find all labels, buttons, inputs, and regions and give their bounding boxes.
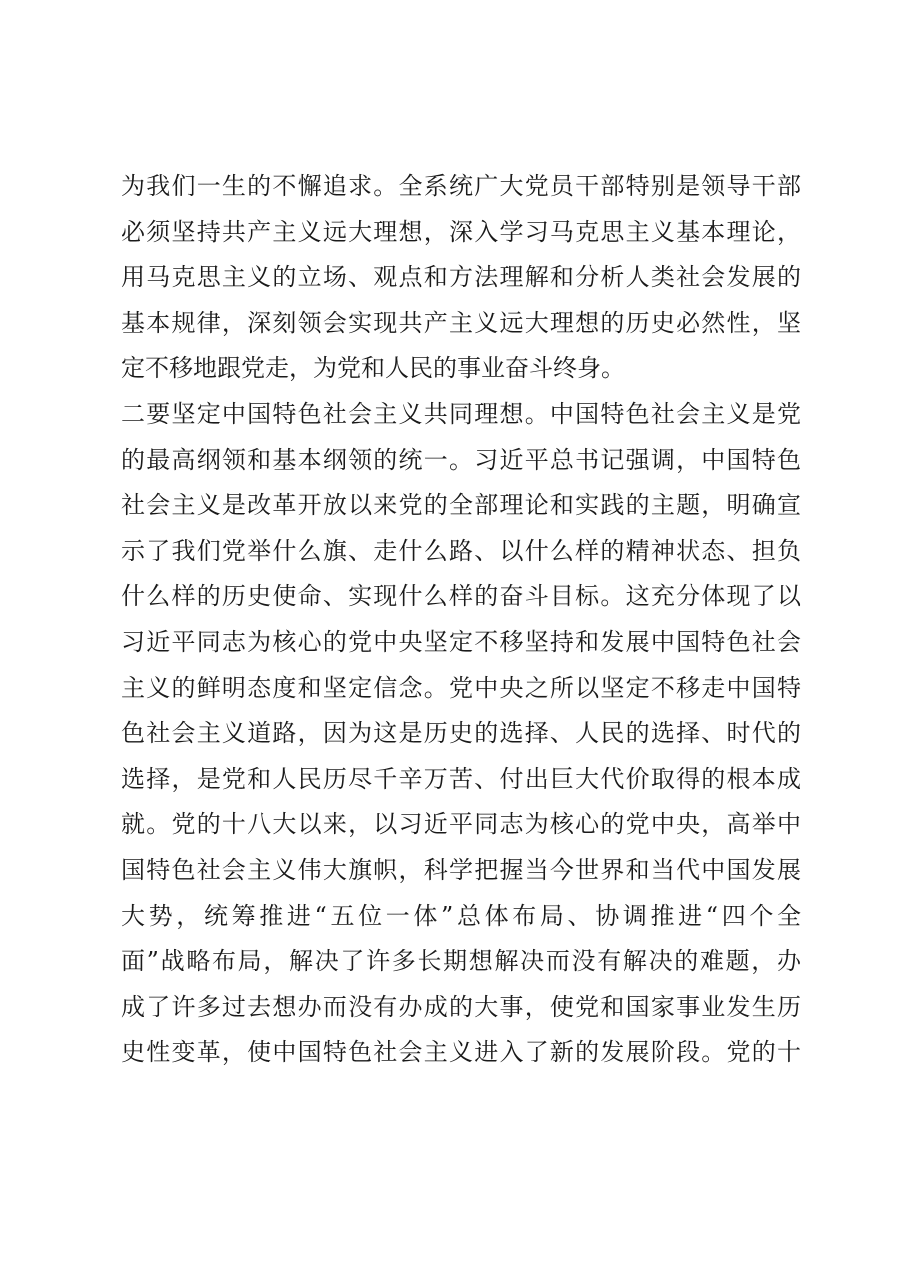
text-line: 大势，统筹推进“五位一体”总体布局、协调推进“四个全 (121, 901, 801, 930)
text-line: 社会主义是改革开放以来党的全部理论和实践的主题，明确宣 (121, 491, 801, 520)
text-line: 选择，是党和人民历尽千辛万苦、付出巨大代价取得的根本成 (121, 764, 801, 793)
text-line: 什么样的历史使命、实现什么样的奋斗目标。这充分体现了以 (121, 582, 801, 611)
text-line: 国特色社会主义伟大旗帜，科学把握当今世界和当代中国发展 (121, 855, 801, 884)
text-line: 为我们一生的不懈追求。全系统广大党员干部特别是领导干部 (121, 172, 801, 200)
text-line: 色社会主义道路，因为这是历史的选择、人民的选择、时代的 (121, 719, 801, 748)
text-line: 成了许多过去想办而没有办成的大事，使党和国家事业发生历 (121, 992, 801, 1021)
text-line: 必须坚持共产主义远大理想，深入学习马克思主义基本理论， (121, 217, 801, 246)
text-line: 就。党的十八大以来，以习近平同志为核心的党中央，高举中 (121, 810, 801, 839)
text-line: 主义的鲜明态度和坚定信念。党中央之所以坚定不移走中国特 (121, 673, 801, 702)
text-line: 的最高纲领和基本纲领的统一。习近平总书记强调，中国特色 (121, 445, 801, 474)
text-line: 史性变革，使中国特色社会主义进入了新的发展阶段。党的十 (121, 1038, 801, 1067)
text-line: 二要坚定中国特色社会主义共同理想。中国特色社会主义是党 (121, 399, 801, 428)
text-line: 定不移地跟党走，为党和人民的事业奋斗终身。 (121, 354, 625, 383)
paragraph-2 (121, 392, 801, 1076)
text-line: 习近平同志为核心的党中央坚定不移坚持和发展中国特色社会 (121, 627, 801, 656)
text-line: 用马克思主义的立场、观点和方法理解和分析人类社会发展的 (121, 263, 801, 292)
document-body (121, 164, 801, 1076)
text-line: 基本规律，深刻领会实现共产主义远大理想的历史必然性，坚 (121, 308, 801, 337)
text-line: 面”战略布局，解决了许多长期想解决而没有解决的难题，办 (121, 947, 801, 976)
paragraph-1 (121, 164, 801, 392)
text-line: 示了我们党举什么旗、走什么路、以什么样的精神状态、担负 (121, 536, 801, 565)
